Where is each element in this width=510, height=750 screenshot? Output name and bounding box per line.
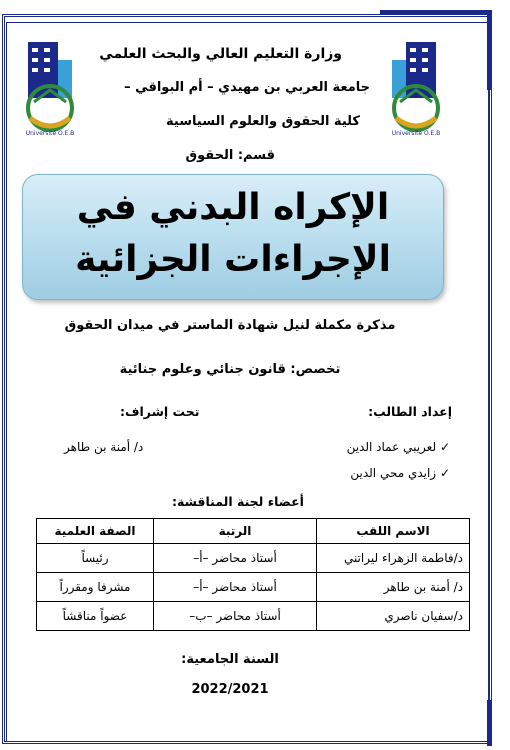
column-header: الاسم اللقب	[317, 519, 470, 544]
member-role: مشرفا ومقرراً	[37, 573, 154, 602]
table-row	[37, 573, 470, 602]
department-name: قسم: الحقوق	[185, 148, 275, 163]
university-name: جامعة العربي بن مهيدي – أم البواقي –	[124, 80, 370, 95]
member-name: د/سفيان ناصري	[317, 602, 470, 631]
thesis-title-box	[22, 174, 444, 300]
checkmark-icon: ✓	[439, 440, 450, 454]
ministry-name: وزارة التعليم العالي والبحث العلمي	[99, 46, 342, 62]
member-rank: أستاذ محاضر –أ–	[154, 573, 317, 602]
member-rank: أستاذ محاضر –أ–	[154, 544, 317, 573]
border-accent-right	[487, 10, 492, 90]
supervisor-label: تحت إشراف:	[120, 404, 200, 419]
table-header-row	[37, 519, 470, 544]
thesis-title-line1: الإكراه البدني في	[76, 187, 390, 228]
border-accent-bottom	[487, 700, 492, 746]
table-row	[37, 544, 470, 573]
border-accent-top	[380, 10, 492, 15]
member-name: د/ أمنة بن طاهر	[317, 573, 470, 602]
checkmark-icon: ✓	[439, 466, 450, 480]
column-header: الرتبة	[154, 519, 317, 544]
logo-caption-right: Université O.E.B	[391, 130, 441, 137]
table-row	[37, 602, 470, 631]
committee-table	[36, 518, 470, 631]
thesis-title-line2: الإجراءات الجزائية	[75, 239, 391, 280]
logo-caption-left: Université O.E.B	[25, 130, 75, 137]
university-logo-icon	[382, 42, 452, 138]
supervisor-name: د/ أمنة بن طاهر	[64, 440, 144, 454]
faculty-name: كلية الحقوق والعلوم السياسية	[166, 114, 360, 129]
student-2	[350, 466, 450, 480]
academic-year-label: السنة الجامعية:	[181, 652, 279, 667]
specialty: تخصص: قانون جنائي وعلوم جنائية	[119, 362, 341, 377]
thesis-note: مذكرة مكملة لنيل شهادة الماستر في ميدان الحقوق	[64, 318, 396, 333]
student-1	[347, 440, 450, 454]
member-rank: أستاذ محاضر –ب–	[154, 602, 317, 631]
member-role: رئيساً	[37, 544, 154, 573]
academic-year: 2022/2021	[191, 682, 269, 697]
student-name: زايدي محي الدين	[350, 466, 437, 480]
member-name: د/فاطمة الزهراء ليراتني	[317, 544, 470, 573]
member-role: عضواً مناقشاً	[37, 602, 154, 631]
committee-label: أعضاء لجنة المناقشة:	[172, 494, 304, 509]
students-label: إعداد الطالب:	[368, 404, 452, 419]
student-name: لعريبي عماد الدين	[346, 440, 437, 454]
column-header: الصفة العلمية	[37, 519, 154, 544]
